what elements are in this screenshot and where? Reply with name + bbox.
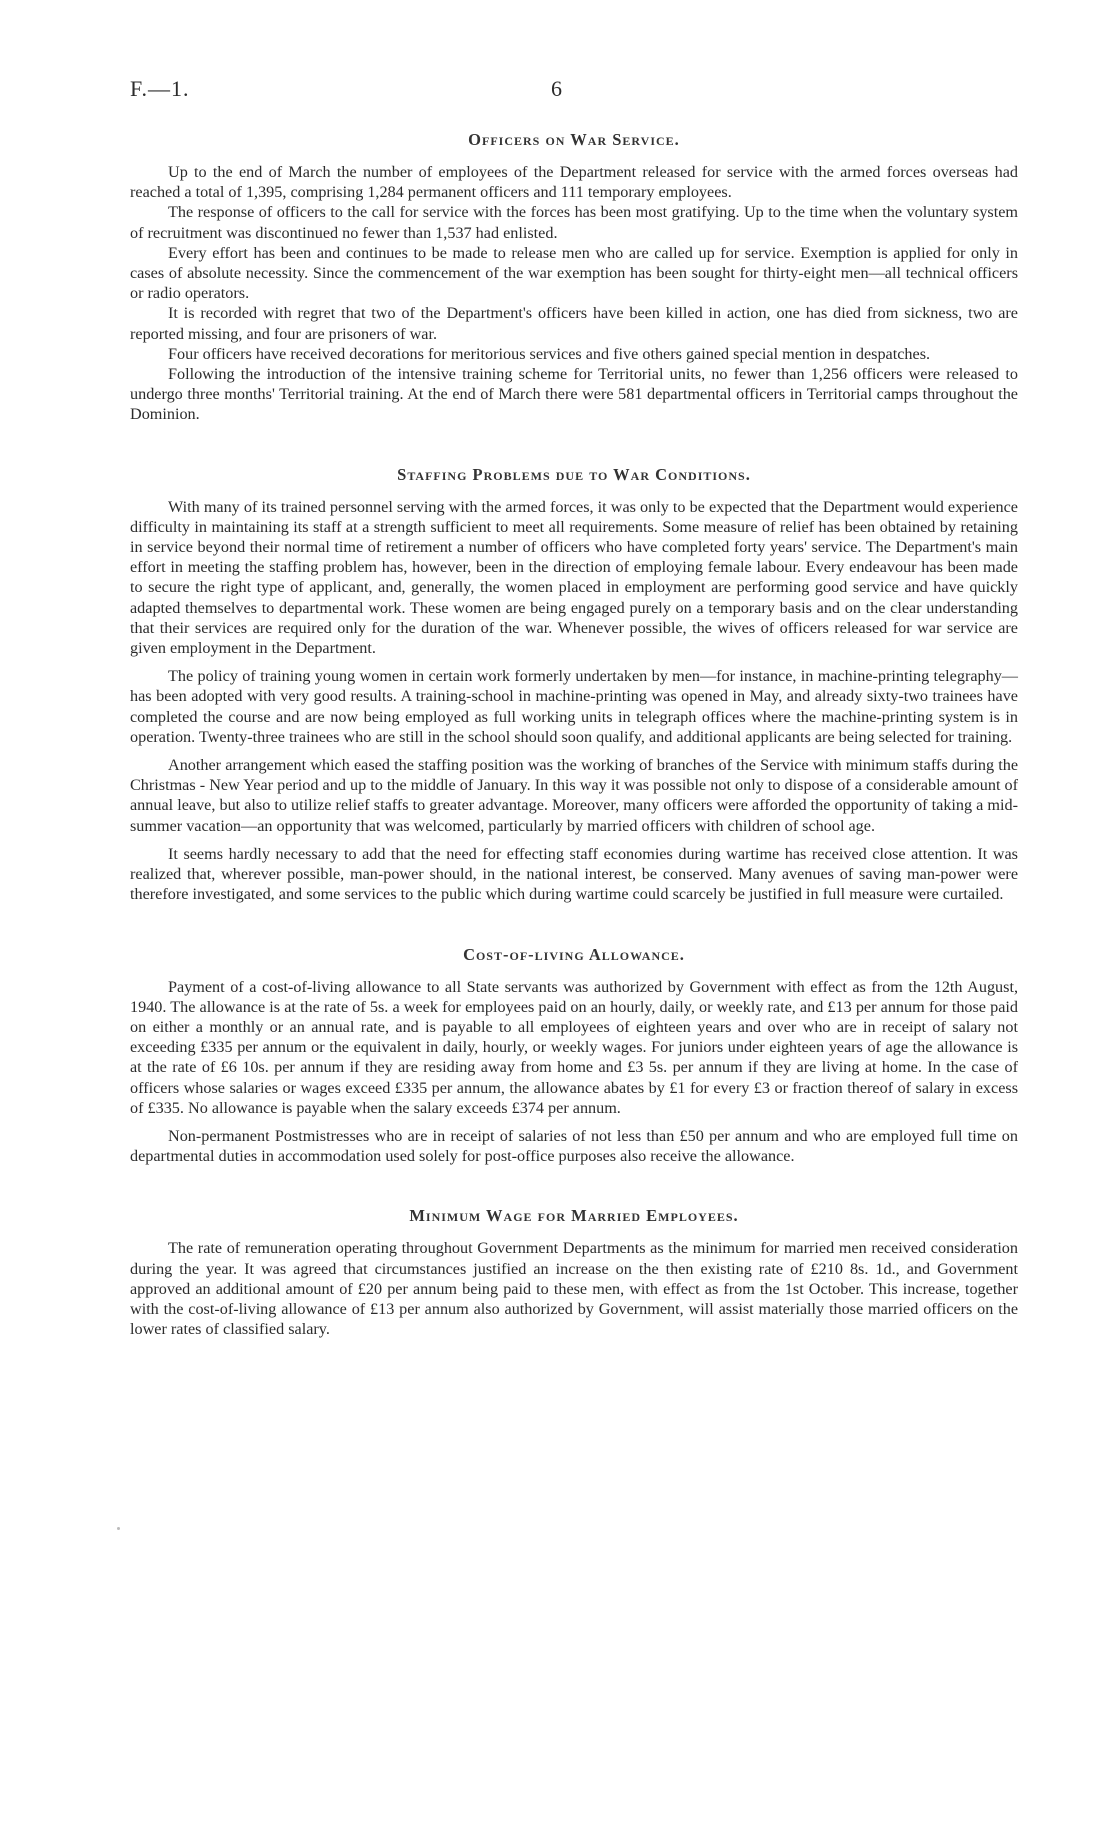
paragraph: Payment of a cost-of-living allowance to all State servants was authorized by Government with effect as from the 12th August, 1940. The allowance is at the rate of 5s. a week for employees paid on an hourly, daily, or weekly rate, and £13 per annum for those paid on either a monthly or an annual rate, and is payable to all employees of eighteen years and over who are in receipt of salary not exceeding £335 per annum or the equivalent in daily, hourly, or weekly wages. For juniors under eighteen years of age the allowance is at the rate of £6 10s. per annum if they are residing away from home and £3 5s. per annum if they are living at home. In the case of officers whose salaries or wages exceed £335 per annum, the allowance abates by £1 for every £3 or fraction thereof of salary in excess of £335. No allowance is payable when the salary exceeds £374 per annum. bbox=[130, 977, 1018, 1117]
section-spacer bbox=[130, 425, 1018, 465]
section-staffing-problems bbox=[130, 465, 1018, 905]
paragraph: With many of its trained personnel serving with the armed forces, it was only to be expected that the Department would experience difficulty in maintaining its staff at a strength sufficient to meet all requirements. Some measure of relief has been obtained by retaining in service beyond their normal time of retirement a number of officers who have completed forty years' service. The Department's main effort in meeting the staffing problem has, however, been in the direction of employing female labour. Every endeavour has been made to secure the right type of applicant, and, generally, the women placed in employment are performing good service and have quickly adapted themselves to departmental work. These women are being engaged purely on a temporary basis and on the clear understanding that their services are required only for the duration of the war. Whenever possible, the wives of officers released for war service are given employment in the Department. bbox=[130, 497, 1018, 658]
paragraph: The rate of remuneration operating throughout Government Departments as the minimum for married men received consideration during the year. It was agreed that circumstances justified an increase on the then existing rate of £210 8s. 1d., and Government approved an additional amount of £20 per annum being paid to these men, with effect as from the 1st October. This increase, together with the cost-of-living allowance of £13 per annum also authorized by Government, will assist materially those married officers on the lower rates of classified salary. bbox=[130, 1239, 1018, 1339]
scan-speck bbox=[117, 1527, 120, 1530]
paragraph: Every effort has been and continues to be made to release men who are called up for service. Exemption is applied for only in cases of absolute necessity. Since the commencement of the war exemption has been sought for thirty-eight men—all technical officers or radio operators. bbox=[130, 243, 1018, 303]
paragraph: It seems hardly necessary to add that the need for effecting staff economies during wartime has received close attention. It was realized that, wherever possible, man-power should, in the national interest, be conserved. Many avenues of saving man-power were therefore investigated, and some services to the public which during wartime could scarcely be justified in full measure were curtailed. bbox=[130, 844, 1018, 904]
section-officers-on-war-service bbox=[130, 130, 1018, 425]
paragraph-spacer bbox=[130, 1118, 1018, 1126]
paragraph-spacer bbox=[130, 658, 1018, 666]
section-heading: Cost-of-living Allowance. bbox=[463, 944, 685, 964]
paragraph: The policy of training young women in certain work formerly undertaken by men—for instance, in machine-printing telegraphy—has been adopted with very good results. A training-school in machine-printing was opened in May, and already sixty-two trainees have completed the course and are now being employed as full working units in telegraph offices where the machine-printing system is in operation. Twenty-three trainees who are still in the school should soon qualify, and additional applicants are being selected for training. bbox=[130, 667, 1018, 746]
document-reference: F.—1. bbox=[130, 76, 190, 101]
paragraph: Up to the end of March the number of employees of the Department released for service with the armed forces overseas had reached a total of 1,395, comprising 1,284 permanent officers and 111 temporary employees. bbox=[130, 163, 1018, 202]
paragraph: Following the introduction of the intensive training scheme for Territorial units, no fewer than 1,256 officers were released to undergo three months' Territorial training. At the end of March there were 581 departmental officers in Territorial camps throughout the Dominion. bbox=[130, 365, 1018, 424]
paragraph: The response of officers to the call for service with the forces has been most gratifying. Up to the time when the voluntary system of recruitment was discontinued no fewer than 1,537 had enlisted. bbox=[130, 203, 1018, 242]
page-header bbox=[130, 76, 984, 106]
section-cost-of-living-allowance bbox=[130, 945, 1018, 1167]
paragraph: It is recorded with regret that two of the Department's officers have been killed in action, one has died from sickness, two are reported missing, and four are prisoners of war. bbox=[130, 304, 1018, 343]
paragraph-spacer bbox=[130, 747, 1018, 755]
section-heading: Officers on War Service. bbox=[468, 130, 680, 149]
paragraph: Non-permanent Postmistresses who are in receipt of salaries of not less than £50 per annum and who are employed full time on departmental duties in accommodation used solely for post-office purposes also receive the allowance. bbox=[130, 1126, 1018, 1166]
section-spacer bbox=[130, 1166, 1018, 1206]
section-heading: Minimum Wage for Married Employees. bbox=[409, 1206, 739, 1226]
paragraph: Four officers have received decorations for meritorious services and five others gained special mention in despatches. bbox=[168, 344, 931, 363]
section-heading: Staffing Problems due to War Conditions. bbox=[397, 464, 751, 484]
paragraph: Another arrangement which eased the staffing position was the working of branches of the Service with minimum staffs during the Christmas - New Year period and up to the middle of January. In this way it was possible not only to dispose of a considerable amount of annual leave, but also to utilize relief staffs to greater advantage. Moreover, many officers were afforded the opportunity of taking a mid-summer vacation—an opportunity that was welcomed, particularly by married officers with children of school age. bbox=[130, 756, 1018, 835]
section-minimum-wage bbox=[130, 1206, 1018, 1339]
document-body bbox=[130, 130, 1018, 1339]
section-spacer bbox=[130, 905, 1018, 945]
paragraph-spacer bbox=[130, 836, 1018, 844]
page-number: 6 bbox=[551, 76, 563, 101]
